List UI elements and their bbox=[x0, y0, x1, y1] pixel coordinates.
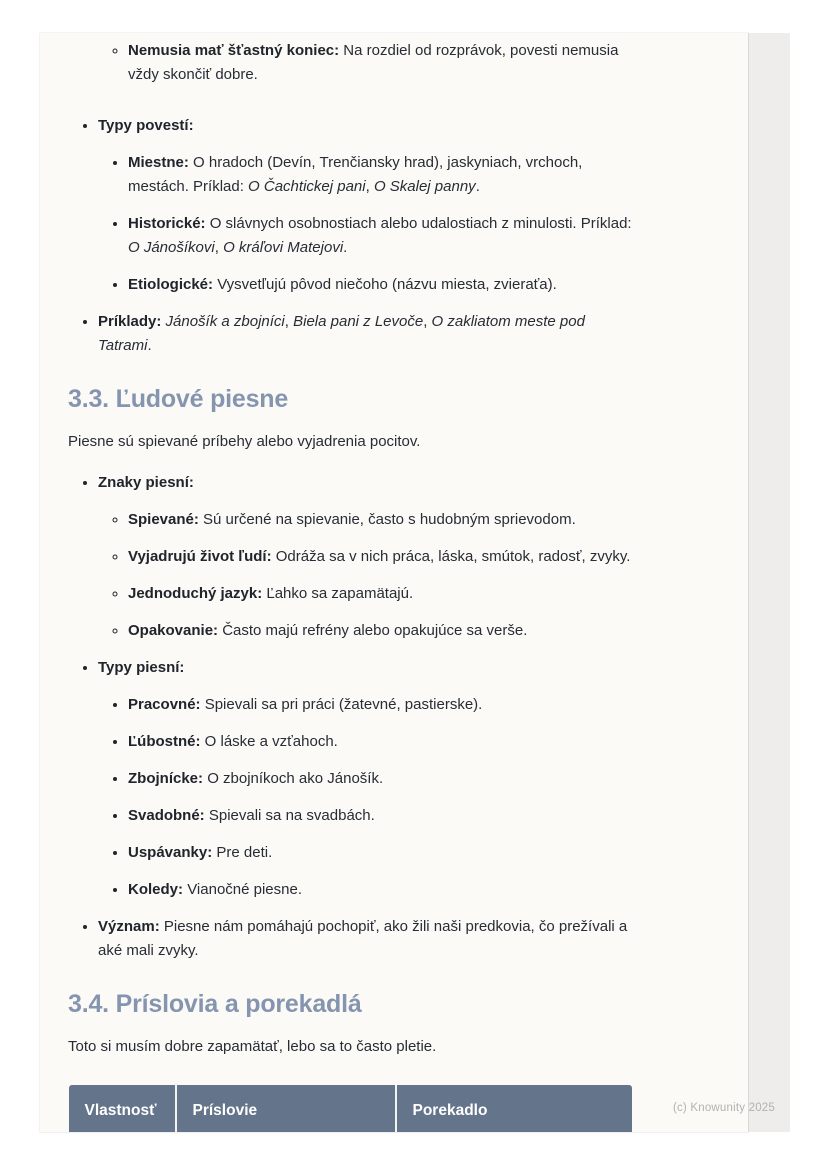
text-segment: , bbox=[365, 178, 374, 195]
list-item bbox=[98, 914, 636, 963]
text-segment: Piesne nám pomáhajú pochopiť, ako žili naši predkovia, čo prežívali a aké mali zvyky. bbox=[98, 918, 628, 959]
list-item bbox=[128, 507, 636, 532]
list-item bbox=[98, 309, 636, 358]
text-segment: , bbox=[423, 313, 432, 330]
text-segment: Odráža sa v nich práca, láska, smútok, radosť, zvyky. bbox=[275, 548, 631, 565]
text-segment: Koledy: bbox=[128, 881, 188, 898]
prislovia-intro-paragraph: Toto si musím dobre zapamätať, lebo sa to často pletie. bbox=[68, 1038, 437, 1055]
list-item bbox=[98, 470, 636, 643]
text-segment: O hradoch (Devín, Trenčiansky hrad), jaskyniach, vrchoch, mestách. Príklad: bbox=[128, 154, 583, 195]
text-segment: O láske a vzťahoch. bbox=[204, 733, 338, 750]
text-segment: Typy piesní: bbox=[98, 659, 185, 676]
table-header-porekadlo: Porekadlo bbox=[396, 1085, 632, 1132]
text-segment: Uspávanky: bbox=[128, 844, 217, 861]
list-item bbox=[128, 618, 636, 643]
text-segment: O zbojníkoch ako Jánošík. bbox=[207, 770, 384, 787]
text-segment: O Skalej panny bbox=[373, 178, 476, 195]
list-item bbox=[128, 877, 636, 902]
text-segment: Typy povestí: bbox=[98, 117, 194, 134]
list-item bbox=[128, 729, 636, 754]
document-page bbox=[40, 33, 748, 1132]
text-segment: . bbox=[475, 178, 480, 195]
text-segment: . bbox=[147, 337, 152, 354]
text-segment: Miestne: bbox=[128, 154, 194, 171]
text-segment: Spievali sa pri práci (žatevné, pastierske). bbox=[204, 696, 483, 713]
list-item bbox=[128, 272, 636, 297]
text-segment: Pracovné: bbox=[128, 696, 205, 713]
list-item bbox=[128, 150, 636, 199]
text-segment: Na rozdiel od rozprávok, povesti nemusia vždy skončiť dobre. bbox=[128, 42, 619, 83]
text-segment: Znaky piesní: bbox=[98, 474, 194, 491]
text-segment: Ľahko sa zapamätajú. bbox=[266, 585, 414, 602]
nested-list bbox=[98, 150, 636, 297]
text-segment: Vysvetľujú pôvod niečoho (názvu miesta, zvieraťa). bbox=[217, 276, 557, 293]
text-segment: Jánošík a zbojníci bbox=[165, 313, 285, 330]
list-povesti-types bbox=[68, 113, 636, 358]
list-item bbox=[128, 766, 636, 791]
text-segment: Biela pani z Levoče bbox=[293, 313, 424, 330]
text-segment: Svadobné: bbox=[128, 807, 209, 824]
list-item bbox=[128, 581, 636, 606]
table-header-vlastnost: Vlastnosť bbox=[69, 1085, 176, 1132]
text-segment: Často majú refrény alebo opakujúce sa verše. bbox=[222, 622, 528, 639]
list-item bbox=[128, 840, 636, 865]
list-item bbox=[98, 113, 636, 297]
text-segment: Jednoduchý jazyk: bbox=[128, 585, 267, 602]
text-segment: . bbox=[343, 239, 348, 256]
text-segment: Historické: bbox=[128, 215, 210, 232]
list-povesti-continuation bbox=[68, 38, 636, 87]
text-segment: , bbox=[284, 313, 294, 330]
text-segment: O slávnych osobnostiach alebo udalostiach z minulosti. Príklad: bbox=[209, 215, 632, 232]
list-item bbox=[128, 544, 636, 569]
list-item bbox=[98, 655, 636, 902]
text-segment: Vyjadrujú život ľudí: bbox=[128, 548, 276, 565]
text-segment: O zakliatom meste pod Tatrami bbox=[98, 313, 585, 354]
watermark: (c) Knowunity 2025 bbox=[672, 1102, 775, 1114]
prislovia-table bbox=[68, 1085, 632, 1132]
text-segment: Príklady: bbox=[98, 313, 166, 330]
text-segment: O kráľovi Matejovi bbox=[223, 239, 344, 256]
list-piesne bbox=[68, 470, 636, 963]
text-segment: Etiologické: bbox=[128, 276, 218, 293]
text-segment: Vianočné piesne. bbox=[187, 881, 303, 898]
text-segment: Nemusia mať šťastný koniec: bbox=[128, 42, 344, 59]
text-segment: Spievali sa na svadbách. bbox=[208, 807, 375, 824]
list-item bbox=[128, 38, 636, 87]
text-segment: Ľúbostné: bbox=[128, 733, 205, 750]
scrollbar-track[interactable] bbox=[748, 33, 790, 1132]
text-segment: O Čachtickej pani bbox=[248, 178, 366, 195]
text-segment: Sú určené na spievanie, často s hudobným sprievodom. bbox=[203, 511, 576, 528]
text-segment: O Jánošíkovi bbox=[128, 239, 215, 256]
table-header-row bbox=[69, 1085, 632, 1132]
text-segment: Zbojnícke: bbox=[128, 770, 208, 787]
text-segment: , bbox=[214, 239, 224, 256]
list-item bbox=[128, 211, 636, 260]
text-segment: Pre deti. bbox=[216, 844, 273, 861]
piesne-intro-paragraph: Piesne sú spievané príbehy alebo vyjadrenia pocitov. bbox=[68, 433, 421, 450]
nested-list bbox=[98, 507, 636, 643]
text-segment: Spievané: bbox=[128, 511, 204, 528]
text-segment: Význam: bbox=[98, 918, 164, 935]
section-heading-prislovia: 3.4. Príslovia a porekadlá bbox=[68, 990, 362, 1018]
text-segment: Opakovanie: bbox=[128, 622, 223, 639]
list-item bbox=[128, 803, 636, 828]
nested-list bbox=[98, 692, 636, 902]
table-header-prislovie: Príslovie bbox=[176, 1085, 396, 1132]
list-item bbox=[128, 692, 636, 717]
section-heading-ludove-piesne: 3.3. Ľudové piesne bbox=[68, 385, 289, 413]
